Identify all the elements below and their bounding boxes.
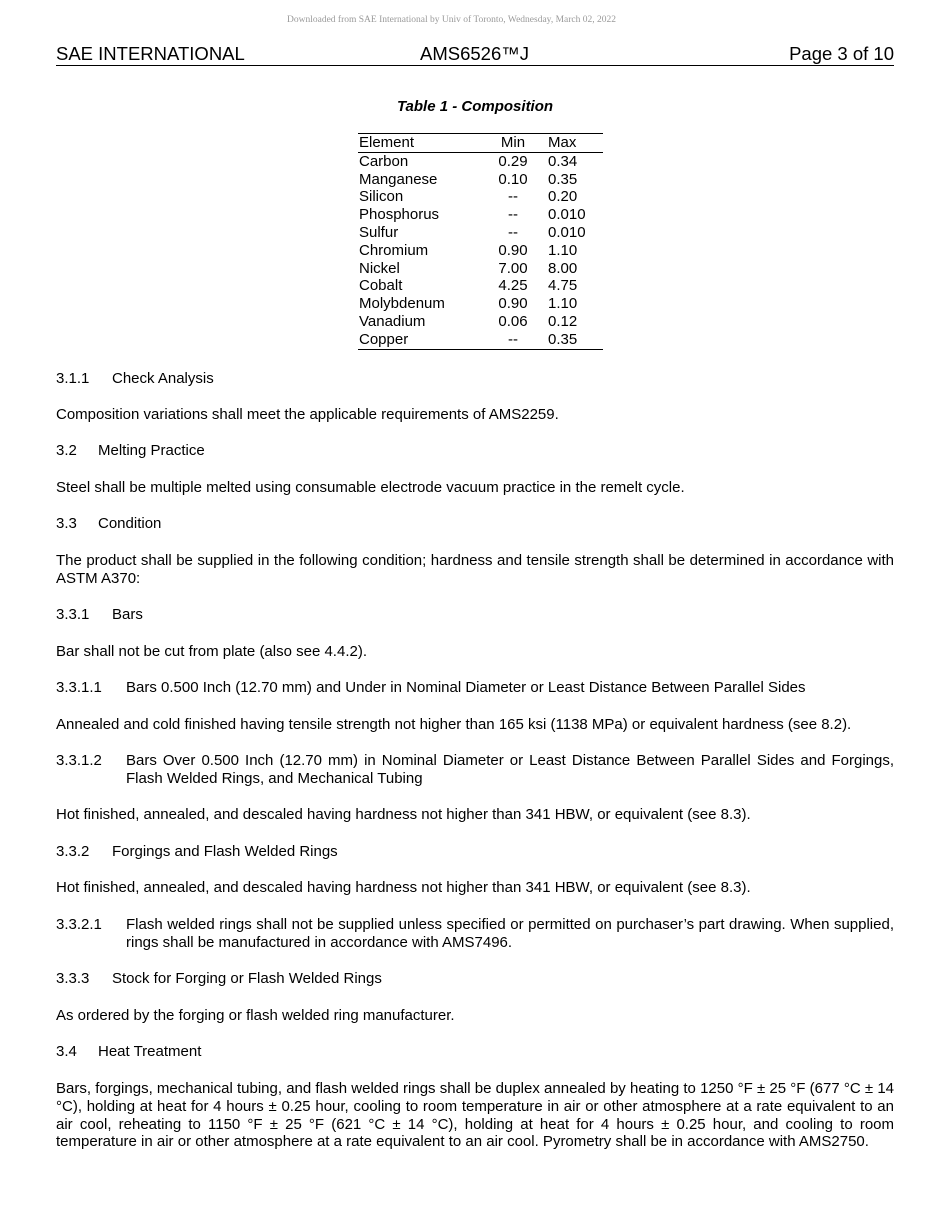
section-number: 3.3.2.1 xyxy=(56,916,102,933)
section-number: 3.3.3 xyxy=(56,970,90,987)
min-cell: -- xyxy=(508,223,518,241)
element-cell: Phosphorus xyxy=(359,206,440,224)
section-number: 3.3.2 xyxy=(56,843,90,860)
section-title: Bars xyxy=(112,606,143,623)
heading-3-1-1 xyxy=(56,370,894,388)
section-number: 3.3.1.1 xyxy=(56,679,102,696)
paragraph-3-2: Steel shall be multiple melted using consumable electrode vacuum practice in the remelt cycle. xyxy=(56,479,685,496)
max-cell: 1.10 xyxy=(548,241,578,259)
max-cell: 0.010 xyxy=(548,223,586,241)
column-header: Max xyxy=(548,134,577,151)
section-title: Check Analysis xyxy=(112,370,214,387)
section-number: 3.1.1 xyxy=(56,370,90,387)
section-title: Bars 0.500 Inch (12.70 mm) and Under in Nominal Diameter or Least Distance Between Parallel Sides xyxy=(126,679,806,696)
table-title: Table 1 - Composition xyxy=(396,98,554,115)
section-number: 3.4 xyxy=(56,1043,77,1060)
min-cell: -- xyxy=(508,188,518,206)
table-row xyxy=(358,260,603,278)
min-cell: -- xyxy=(508,206,518,224)
composition-table xyxy=(358,133,603,350)
section-title: Condition xyxy=(98,515,162,532)
max-cell: 8.00 xyxy=(548,259,578,277)
table-row xyxy=(358,206,603,224)
heading-3-4 xyxy=(56,1043,894,1061)
heading-3-2 xyxy=(56,442,894,460)
column-header: Min xyxy=(500,134,526,151)
min-cell: 0.90 xyxy=(498,241,528,259)
section-title: Bars Over 0.500 Inch (12.70 mm) in Nominal Diameter or Least Distance Between Parallel Sides and Forgings, Flash Welded Rings, and Mechanical Tubing xyxy=(126,752,894,787)
section-number: 3.3.1.2 xyxy=(56,752,102,769)
max-cell: 0.20 xyxy=(548,188,578,206)
table-row xyxy=(358,188,603,206)
section-number: 3.3.1 xyxy=(56,606,90,623)
table-row xyxy=(358,242,603,260)
paragraph-3-3-1-2: Hot finished, annealed, and descaled having hardness not higher than 341 HBW, or equivalent (see 8.3). xyxy=(56,806,751,823)
table-row xyxy=(358,277,603,295)
heading-3-3-1-2 xyxy=(56,752,894,788)
max-cell: 0.12 xyxy=(548,312,578,330)
paragraph-3-3-1-1: Annealed and cold finished having tensile strength not higher than 165 ksi (1138 MPa) or equivalent hardness (see 8.2). xyxy=(56,716,852,733)
header-page-number: Page 3 of 10 xyxy=(789,43,894,64)
min-cell: 0.29 xyxy=(498,152,528,170)
element-cell: Copper xyxy=(359,330,409,348)
max-cell: 1.10 xyxy=(548,295,578,313)
section-number: 3.2 xyxy=(56,442,77,459)
section-title: Stock for Forging or Flash Welded Rings xyxy=(112,970,382,987)
element-cell: Sulfur xyxy=(359,223,399,241)
paragraph-3-3-2: Hot finished, annealed, and descaled having hardness not higher than 341 HBW, or equivalent (see 8.3). xyxy=(56,879,751,896)
min-cell: 0.06 xyxy=(498,312,528,330)
column-header: Element xyxy=(359,134,415,151)
table-row xyxy=(358,224,603,242)
section-number: 3.3 xyxy=(56,515,77,532)
paragraph-3-3-2-1 xyxy=(56,916,894,952)
max-cell: 0.35 xyxy=(548,170,578,188)
element-cell: Silicon xyxy=(359,188,404,206)
table-row xyxy=(358,152,603,170)
section-title: Forgings and Flash Welded Rings xyxy=(112,843,338,860)
header-org: SAE INTERNATIONAL xyxy=(56,43,245,64)
table-row xyxy=(358,331,603,349)
paragraph-3-3-3: As ordered by the forging or flash welded ring manufacturer. xyxy=(56,1007,455,1024)
element-cell: Molybdenum xyxy=(359,295,445,313)
heading-3-3-1-1 xyxy=(56,679,894,697)
max-cell: 0.34 xyxy=(548,152,578,170)
paragraph-3-3-1: Bar shall not be cut from plate (also see 4.4.2). xyxy=(56,643,367,660)
element-cell: Nickel xyxy=(359,259,400,277)
header-doc-number: AMS6526™J xyxy=(420,43,529,64)
element-cell: Chromium xyxy=(359,241,429,259)
page-header xyxy=(56,43,894,66)
min-cell: 0.10 xyxy=(498,170,528,188)
paragraph-3-4: Bars, forgings, mechanical tubing, and flash welded rings shall be duplex annealed by heating to 1250 °F ± 25 °F (677 °C ± 14 °C), holding at heat for 4 hours ± 0.25 hour, cooling to room temperature in air or other atmosphere at a rate equivalent to an air cool, reheating to 1150 °F ± 25 °F (621 °C ± 14 °C), holding at heat for 4 hours ± 0.25 hour, and cooling to room temperature in air or other atmosphere at a rate equivalent to an air cool. Pyrometry shall be in accordance with AMS2750. xyxy=(56,1080,894,1151)
heading-3-3-2 xyxy=(56,843,894,861)
table-row xyxy=(358,313,603,331)
heading-3-3-1 xyxy=(56,606,894,624)
min-cell: 4.25 xyxy=(498,277,528,295)
min-cell: 0.90 xyxy=(498,295,528,313)
min-cell: -- xyxy=(508,330,518,348)
element-cell: Vanadium xyxy=(359,312,426,330)
max-cell: 0.010 xyxy=(548,206,586,224)
element-cell: Manganese xyxy=(359,170,438,188)
element-cell: Carbon xyxy=(359,152,409,170)
paragraph-3-1-1: Composition variations shall meet the applicable requirements of AMS2259. xyxy=(56,406,559,423)
section-text: Flash welded rings shall not be supplied unless specified or permitted on purchaser’s part drawing. When supplied, rings shall be manufactured in accordance with AMS7496. xyxy=(126,916,894,951)
table-header-row xyxy=(358,134,603,153)
table-row xyxy=(358,171,603,189)
heading-3-3-3 xyxy=(56,970,894,988)
max-cell: 4.75 xyxy=(548,277,578,295)
paragraph-3-3: The product shall be supplied in the following condition; hardness and tensile strength shall be determined in accordance with ASTM A370: xyxy=(56,552,894,587)
max-cell: 0.35 xyxy=(548,330,578,348)
section-title: Heat Treatment xyxy=(98,1043,202,1060)
download-watermark: Downloaded from SAE International by Univ of Toronto, Wednesday, March 02, 2022 xyxy=(287,15,616,25)
section-title: Melting Practice xyxy=(98,442,205,459)
element-cell: Cobalt xyxy=(359,277,403,295)
heading-3-3 xyxy=(56,515,894,533)
min-cell: 7.00 xyxy=(498,259,528,277)
table-row xyxy=(358,295,603,313)
